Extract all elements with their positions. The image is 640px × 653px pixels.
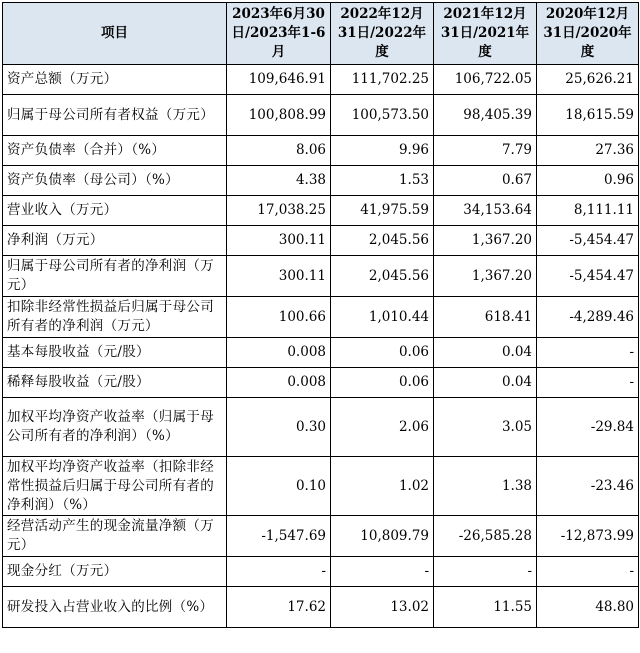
row-label: 经营活动产生的现金流量净额（万元） [3, 516, 227, 557]
table-row [3, 95, 639, 136]
row-label: 资产总额（万元） [3, 65, 227, 95]
table-row [3, 457, 639, 516]
row-value: -26,585.28 [434, 516, 537, 557]
row-value: 2,045.56 [331, 226, 434, 256]
row-value: - [227, 557, 331, 587]
row-label: 营业收入（万元） [3, 196, 227, 226]
row-value: 0.67 [434, 166, 537, 196]
row-value: 98,405.39 [434, 95, 537, 136]
table-row [3, 557, 639, 587]
row-value: 0.30 [227, 398, 331, 457]
row-value: 0.008 [227, 368, 331, 398]
row-value: 0.96 [537, 166, 639, 196]
row-value: -12,873.99 [537, 516, 639, 557]
table-row [3, 516, 639, 557]
row-value: 2.06 [331, 398, 434, 457]
table-row [3, 136, 639, 166]
row-value: 0.04 [434, 368, 537, 398]
row-value: 100,573.50 [331, 95, 434, 136]
row-value: 3.05 [434, 398, 537, 457]
row-value: -5,454.47 [537, 226, 639, 256]
row-value: 300.11 [227, 256, 331, 297]
row-label: 现金分红（万元） [3, 557, 227, 587]
row-label: 资产负债率（合并）（%） [3, 136, 227, 166]
row-value: 48.80 [537, 587, 639, 628]
row-value: 111,702.25 [331, 65, 434, 95]
row-label: 归属于母公司所有者权益（万元） [3, 95, 227, 136]
row-value: - [537, 338, 639, 368]
row-value: -4,289.46 [537, 297, 639, 338]
row-value: 0.008 [227, 338, 331, 368]
row-value: -23.46 [537, 457, 639, 516]
row-value: 9.96 [331, 136, 434, 166]
row-value: 8.06 [227, 136, 331, 166]
row-value: 34,153.64 [434, 196, 537, 226]
row-value: 618.41 [434, 297, 537, 338]
row-value: - [434, 557, 537, 587]
table-row [3, 196, 639, 226]
row-value: 1.38 [434, 457, 537, 516]
row-value: 100,808.99 [227, 95, 331, 136]
row-value: 27.36 [537, 136, 639, 166]
row-label: 加权平均净资产收益率（扣除非经常性损益后归属于母公司所有者的净利润）（%） [3, 457, 227, 516]
table-row [3, 368, 639, 398]
row-value: 17,038.25 [227, 196, 331, 226]
row-value: -1,547.69 [227, 516, 331, 557]
header-2020: 2020年12月31日/2020年度 [537, 3, 639, 65]
financial-data-table [2, 2, 639, 628]
row-value: 109,646.91 [227, 65, 331, 95]
header-item: 项目 [3, 3, 227, 65]
header-2023h1: 2023年6月30日/2023年1-6月 [227, 3, 331, 65]
row-value: 100.66 [227, 297, 331, 338]
row-value: 10,809.79 [331, 516, 434, 557]
row-value: 1,367.20 [434, 256, 537, 297]
table-row [3, 338, 639, 368]
row-value: - [331, 557, 434, 587]
row-label: 净利润（万元） [3, 226, 227, 256]
row-value: 0.04 [434, 338, 537, 368]
row-value: 1.53 [331, 166, 434, 196]
row-label: 资产负债率（母公司）（%） [3, 166, 227, 196]
row-value: 0.06 [331, 338, 434, 368]
row-label: 稀释每股收益（元/股） [3, 368, 227, 398]
table-header-row [3, 3, 639, 65]
row-label: 基本每股收益（元/股） [3, 338, 227, 368]
row-value: -5,454.47 [537, 256, 639, 297]
row-value: 2,045.56 [331, 256, 434, 297]
row-label: 研发投入占营业收入的比例（%） [3, 587, 227, 628]
row-label: 加权平均净资产收益率（归属于母公司所有者的净利润）（%） [3, 398, 227, 457]
row-value: -29.84 [537, 398, 639, 457]
table-row [3, 226, 639, 256]
row-label: 归属于母公司所有者的净利润（万元） [3, 256, 227, 297]
header-2022: 2022年12月31日/2022年度 [331, 3, 434, 65]
row-value: - [537, 557, 639, 587]
row-value: 4.38 [227, 166, 331, 196]
table-row [3, 398, 639, 457]
row-value: 1.02 [331, 457, 434, 516]
header-2021: 2021年12月31日/2021年度 [434, 3, 537, 65]
row-value: 106,722.05 [434, 65, 537, 95]
table-row [3, 166, 639, 196]
row-value: 8,111.11 [537, 196, 639, 226]
row-value: 17.62 [227, 587, 331, 628]
row-value: 7.79 [434, 136, 537, 166]
row-value: 1,010.44 [331, 297, 434, 338]
row-value: 11.55 [434, 587, 537, 628]
row-value: 1,367.20 [434, 226, 537, 256]
table-row [3, 65, 639, 95]
row-value: 300.11 [227, 226, 331, 256]
table-row [3, 297, 639, 338]
row-value: 0.06 [331, 368, 434, 398]
table-row [3, 587, 639, 628]
row-value: 13.02 [331, 587, 434, 628]
row-value: 25,626.21 [537, 65, 639, 95]
row-value: 41,975.59 [331, 196, 434, 226]
row-value: 18,615.59 [537, 95, 639, 136]
row-value: 0.10 [227, 457, 331, 516]
row-value: - [537, 368, 639, 398]
table-row [3, 256, 639, 297]
row-label: 扣除非经常性损益后归属于母公司所有者的净利润（万元） [3, 297, 227, 338]
